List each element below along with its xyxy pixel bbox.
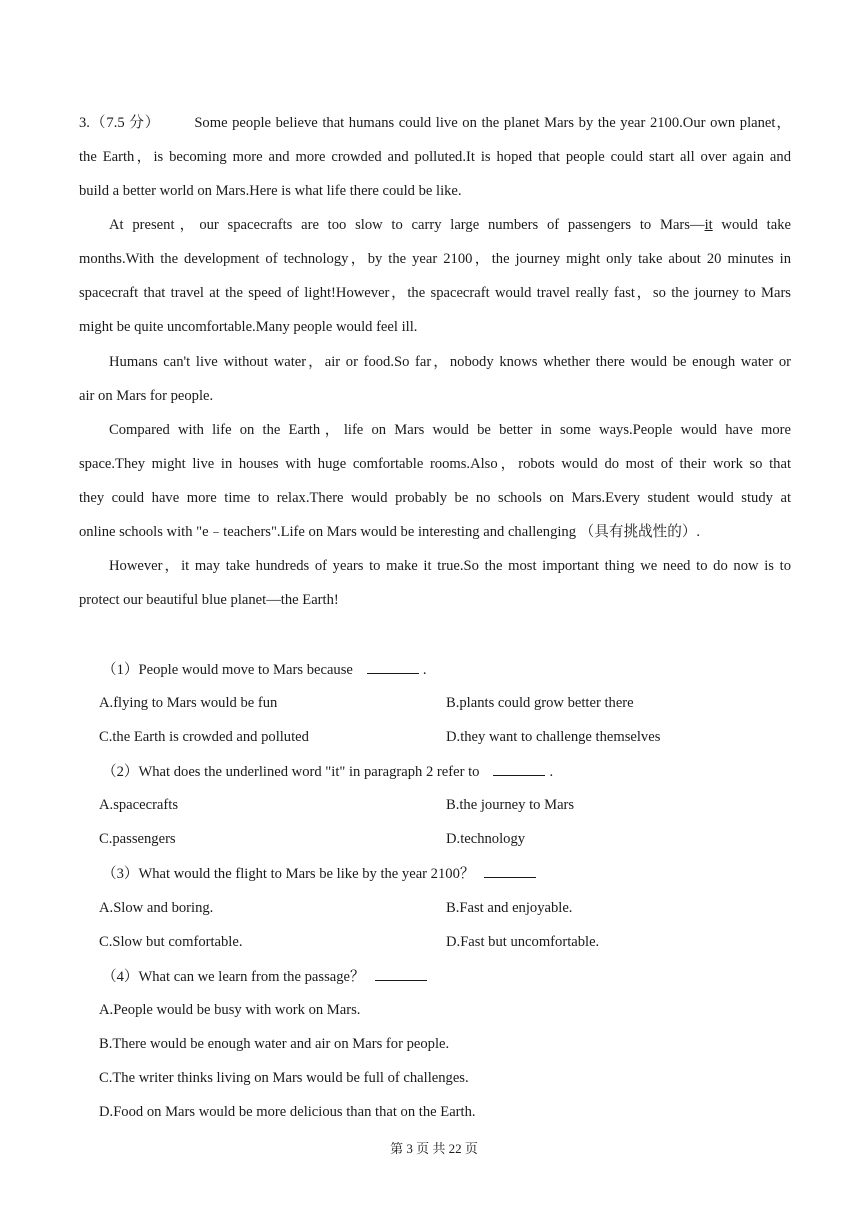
p3-line-1: Humans can't live without water，air or food.So far，nobody knows whether there would be enough water or — [109, 354, 791, 370]
q3-option-a[interactable]: A.Slow and boring. — [99, 900, 214, 916]
p3-line-2: air on Mars for people. — [79, 388, 214, 404]
q4-option-a[interactable]: A.People would be busy with work on Mars. — [99, 1002, 361, 1018]
p5-line-2: protect our beautiful blue planet—the Earth! — [79, 592, 339, 608]
intro-line-2: the Earth，is becoming more and more crowded and polluted.It is hoped that people could start all over again and — [79, 149, 791, 165]
question-1-end: . — [422, 662, 427, 678]
question-2-text: （2）What does the underlined word "it" in paragraph 2 refer to — [102, 764, 480, 780]
p4-line-2: space.They might live in houses with huge comfortable rooms.Also，robots would do most of their work so that — [79, 456, 791, 472]
question-1-text: （1）People would move to Mars because — [102, 662, 353, 678]
p2-line-2: months.With the development of technology，by the year 2100，the journey might only take about 20 minutes in — [79, 251, 791, 267]
q1-option-b[interactable]: B.plants could grow better there — [446, 695, 634, 711]
q2-option-a[interactable]: A.spacecrafts — [99, 797, 179, 813]
answer-blank-4[interactable] — [375, 966, 427, 981]
question-4-text: （4）What can we learn from the passage？ — [102, 969, 365, 985]
q4-option-c[interactable]: C.The writer thinks living on Mars would be full of challenges. — [99, 1070, 469, 1086]
question-2-end: . — [549, 764, 554, 780]
p2-line-4: might be quite uncomfortable.Many people would feel ill. — [79, 319, 418, 335]
q1-option-a[interactable]: A.flying to Mars would be fun — [99, 695, 278, 711]
answer-blank-3[interactable] — [484, 863, 536, 878]
intro-line-3: build a better world on Mars.Here is what life there could be like. — [79, 183, 462, 199]
q2-option-b[interactable]: B.the journey to Mars — [446, 797, 575, 813]
intro-line-1 — [79, 113, 791, 133]
q2-option-c[interactable]: C.passengers — [99, 831, 176, 847]
p2-text-a: At present，our spacecrafts are too slow to carry large numbers of passengers to Mars— — [109, 217, 705, 233]
question-1-stem — [102, 659, 427, 680]
q1-option-c[interactable]: C.the Earth is crowded and polluted — [99, 729, 309, 745]
p2-line-3: spacecraft that travel at the speed of light!However，the spacecraft would travel really fast，so the journey to Mars — [79, 285, 791, 301]
question-4-stem — [102, 966, 431, 987]
p2-line-1 — [109, 215, 791, 235]
question-score: （7.5 分） — [89, 115, 161, 131]
q3-option-b[interactable]: B.Fast and enjoyable. — [446, 900, 573, 916]
p5-line-1: However，it may take hundreds of years to make it true.So the most important thing we need to do now is to — [109, 558, 791, 574]
underlined-it: it — [704, 217, 713, 233]
q3-option-d[interactable]: D.Fast but uncomfortable. — [446, 934, 600, 950]
q2-option-d[interactable]: D.technology — [446, 831, 526, 847]
q4-option-b[interactable]: B.There would be enough water and air on Mars for people. — [99, 1036, 450, 1052]
p4-line-1: Compared with life on the Earth，life on Mars would be better in some ways.People would have more — [109, 422, 791, 438]
page-footer: 第 3 页 共 22 页 — [390, 1141, 478, 1156]
question-3-stem — [102, 863, 540, 884]
question-2-stem — [102, 761, 553, 782]
p2-text-b: would take — [712, 217, 791, 233]
answer-blank-1[interactable] — [367, 659, 419, 674]
q1-option-d[interactable]: D.they want to challenge themselves — [446, 729, 661, 745]
p4-line-3: they could have more time to relax.There would probably be no schools on Mars.Every student would study at — [79, 490, 791, 506]
question-3-text: （3）What would the flight to Mars be like by the year 2100？ — [102, 866, 475, 882]
q3-option-c[interactable]: C.Slow but comfortable. — [99, 934, 243, 950]
answer-blank-2[interactable] — [493, 761, 545, 776]
intro-text-1: Some people believe that humans could live on the planet Mars by the year 2100.Our own planet， — [194, 115, 791, 131]
question-number: 3. — [79, 115, 90, 131]
p4-line-4: online schools with "e﹣teachers".Life on Mars would be interesting and challenging （具有挑战性的）. — [79, 524, 701, 540]
q4-option-d[interactable]: D.Food on Mars would be more delicious than that on the Earth. — [99, 1104, 476, 1120]
